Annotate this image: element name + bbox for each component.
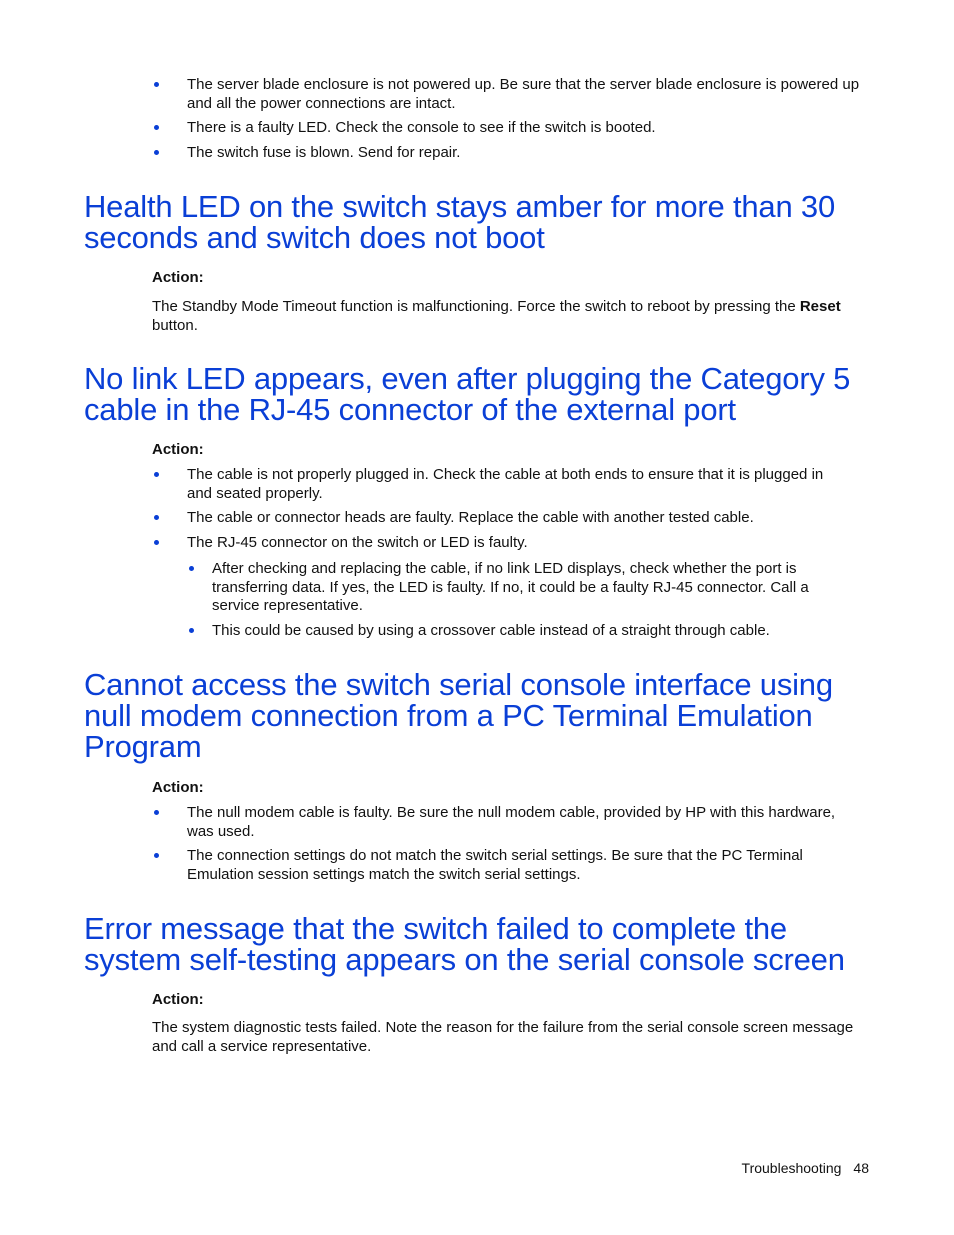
no-link-cause-list xyxy=(187,466,847,552)
list-item-text: The null modem cable is faulty. Be sure the null modem cable, provided by HP with this hardware, was used. xyxy=(187,804,836,840)
bullet-icon xyxy=(154,810,159,815)
bullet-icon xyxy=(154,853,159,858)
section-heading-health-led: Health LED on the switch stays amber for more than 30 seconds and switch does not boot xyxy=(84,189,835,255)
list-item-text: The cable is not properly plugged in. Check the cable at both ends to ensure that it is plugged in and seated properly. xyxy=(187,466,824,502)
sub-list-item xyxy=(212,560,832,616)
page-number: 48 xyxy=(853,1160,869,1176)
list-item-text: The server blade enclosure is not powered up. Be sure that the server blade enclosure is powered up and all the power connections are intact. xyxy=(187,76,860,112)
page-footer xyxy=(742,1159,869,1177)
list-item-text: This could be caused by using a crossover cable instead of a straight through cable. xyxy=(212,621,770,639)
footer-section-name: Troubleshooting xyxy=(741,1160,842,1176)
list-item xyxy=(187,76,872,113)
list-item xyxy=(187,466,847,503)
bullet-icon xyxy=(154,515,159,520)
no-link-sub-list xyxy=(212,560,832,640)
list-item xyxy=(187,804,862,841)
action-label: Action: xyxy=(152,269,204,286)
bullet-icon xyxy=(189,628,194,633)
list-item xyxy=(187,534,847,553)
list-item-text: The switch fuse is blown. Send for repair. xyxy=(187,143,461,161)
action-paragraph xyxy=(152,298,862,335)
list-item-text: There is a faulty LED. Check the console to see if the switch is booted. xyxy=(187,119,656,136)
action-text: The Standby Mode Timeout function is malfunctioning. Force the switch to reboot by pressing the xyxy=(152,298,800,315)
list-item xyxy=(187,144,872,163)
bullet-icon xyxy=(154,82,159,87)
action-text-end: button. xyxy=(152,316,198,334)
list-item-text: The RJ-45 connector on the switch or LED is faulty. xyxy=(187,533,528,551)
action-paragraph: The system diagnostic tests failed. Note the reason for the failure from the serial console screen message and call a service representative. xyxy=(152,1019,854,1055)
list-item-text: The connection settings do not match the switch serial settings. Be sure that the PC Terminal Emulation session settings match the switch serial settings. xyxy=(187,847,803,883)
list-item-text: The cable or connector heads are faulty. Replace the cable with another tested cable. xyxy=(187,509,754,526)
list-item xyxy=(187,509,847,528)
bullet-icon xyxy=(154,150,159,155)
bullet-icon xyxy=(189,566,194,571)
top-cause-list xyxy=(187,76,872,162)
sub-list-item xyxy=(212,622,832,641)
section-heading-serial-console: Cannot access the switch serial console interface using null modem connection from a PC Terminal Emulation Program xyxy=(84,667,833,764)
action-label: Action: xyxy=(152,441,204,458)
list-item xyxy=(187,119,872,138)
bullet-icon xyxy=(154,472,159,477)
list-item xyxy=(187,847,812,884)
serial-console-cause-list xyxy=(187,804,862,884)
list-item-text: After checking and replacing the cable, if no link LED displays, check whether the port is transferring data. If yes, the LED is faulty. If no, it could be a faulty RJ-45 connector. Call a service representative. xyxy=(212,560,809,614)
action-label: Action: xyxy=(152,991,204,1008)
reset-emphasis: Reset xyxy=(799,298,841,315)
action-label: Action: xyxy=(152,779,204,796)
bullet-icon xyxy=(154,540,159,545)
section-heading-no-link-led: No link LED appears, even after plugging the Category 5 cable in the RJ-45 connector of the external port xyxy=(84,361,851,427)
section-heading-self-test-error: Error message that the switch failed to complete the system self-testing appears on the serial console screen xyxy=(84,911,845,977)
bullet-icon xyxy=(154,125,159,130)
